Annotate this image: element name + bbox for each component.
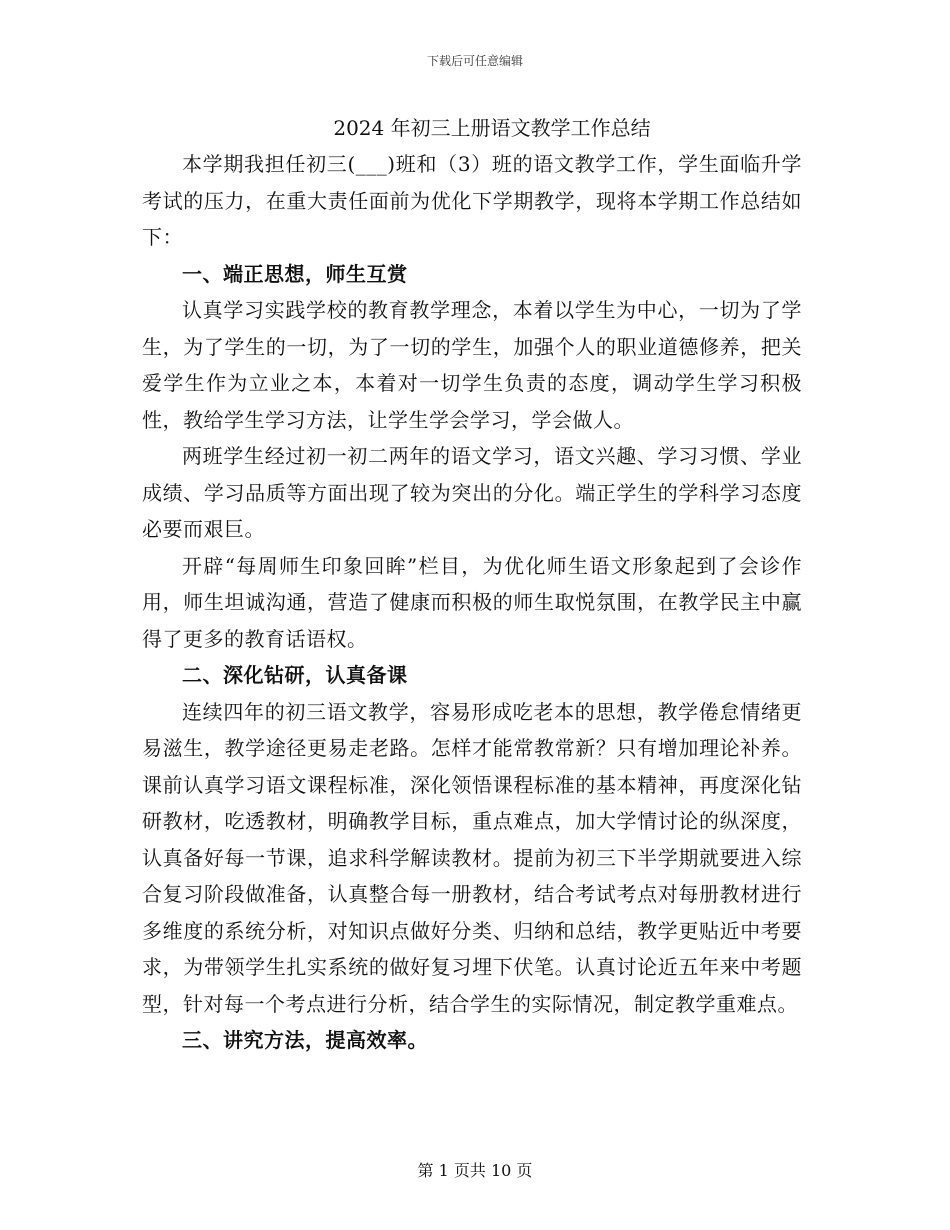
section-heading-1: 一、端正思想，师生互赏 bbox=[182, 261, 408, 286]
section-heading-3: 三、讲究方法，提高效率。 bbox=[182, 1028, 428, 1052]
section-1-paragraph-2: 两班学生经过初一初二两年的语文学习，语文兴趣、学习习惯、学业成绩、学习品质等方面出现了较为突出的分化。端正学生的学科学习态度必要而艰巨。 bbox=[142, 444, 802, 541]
document-title: 2024 年初三上册语文教学工作总结 bbox=[333, 116, 651, 140]
document-body bbox=[142, 114, 802, 1059]
section-1-paragraph-3: 开辟“每周师生印象回眸”栏目，为优化师生语文形象起到了会诊作用，师生坦诚沟通，营造了健康而积极的师生取悦氛围，在教学民主中赢得了更多的教育话语权。 bbox=[142, 553, 802, 651]
intro-paragraph: 本学期我担任初三(___)班和（3）班的语文教学工作，学生面临升学考试的压力，在重大责任面前为优化下学期教学，现将本学期工作总结如下： bbox=[142, 152, 802, 249]
page-footer-number: 第 1 页共 10 页 bbox=[417, 1161, 533, 1180]
section-1-paragraph-1: 认真学习实践学校的教育教学理念，本着以学生为中心，一切为了学生，为了学生的一切，为了一切的学生，加强个人的职业道德修养，把关爱学生作为立业之本，本着对一切学生负责的态度，调动学生学习积极性，教给学生学习方法，让学生学会学习，学会做人。 bbox=[142, 298, 802, 432]
section-heading-2: 二、深化钻研，认真备课 bbox=[182, 663, 408, 687]
page-header-note: 下载后可任意编辑 bbox=[426, 54, 523, 68]
section-2-paragraph-1: 连续四年的初三语文教学，容易形成吃老本的思想，教学倦怠情绪更易滋生，教学途径更易走老路。怎样才能常教常新？只有增加理论补养。课前认真学习语文课程标准，深化领悟课程标准的基本精神，再度深化钻研教材，吃透教材，明确教学目标，重点难点，加大学情讨论的纵深度，认真备好每一节课，追求科学解读教材。提前为初三下半学期就要进入综合复习阶段做准备，认真整合每一册教材，结合考试考点对每册教材进行多维度的系统分析，对知识点做好分类、归纳和总结，教学更贴近中考要求，为带领学生扎实系统的做好复习埋下伏笔。认真讨论近五年来中考题型，针对每一个考点进行分析，结合学生的实际情况，制定教学重难点。 bbox=[142, 699, 802, 1016]
